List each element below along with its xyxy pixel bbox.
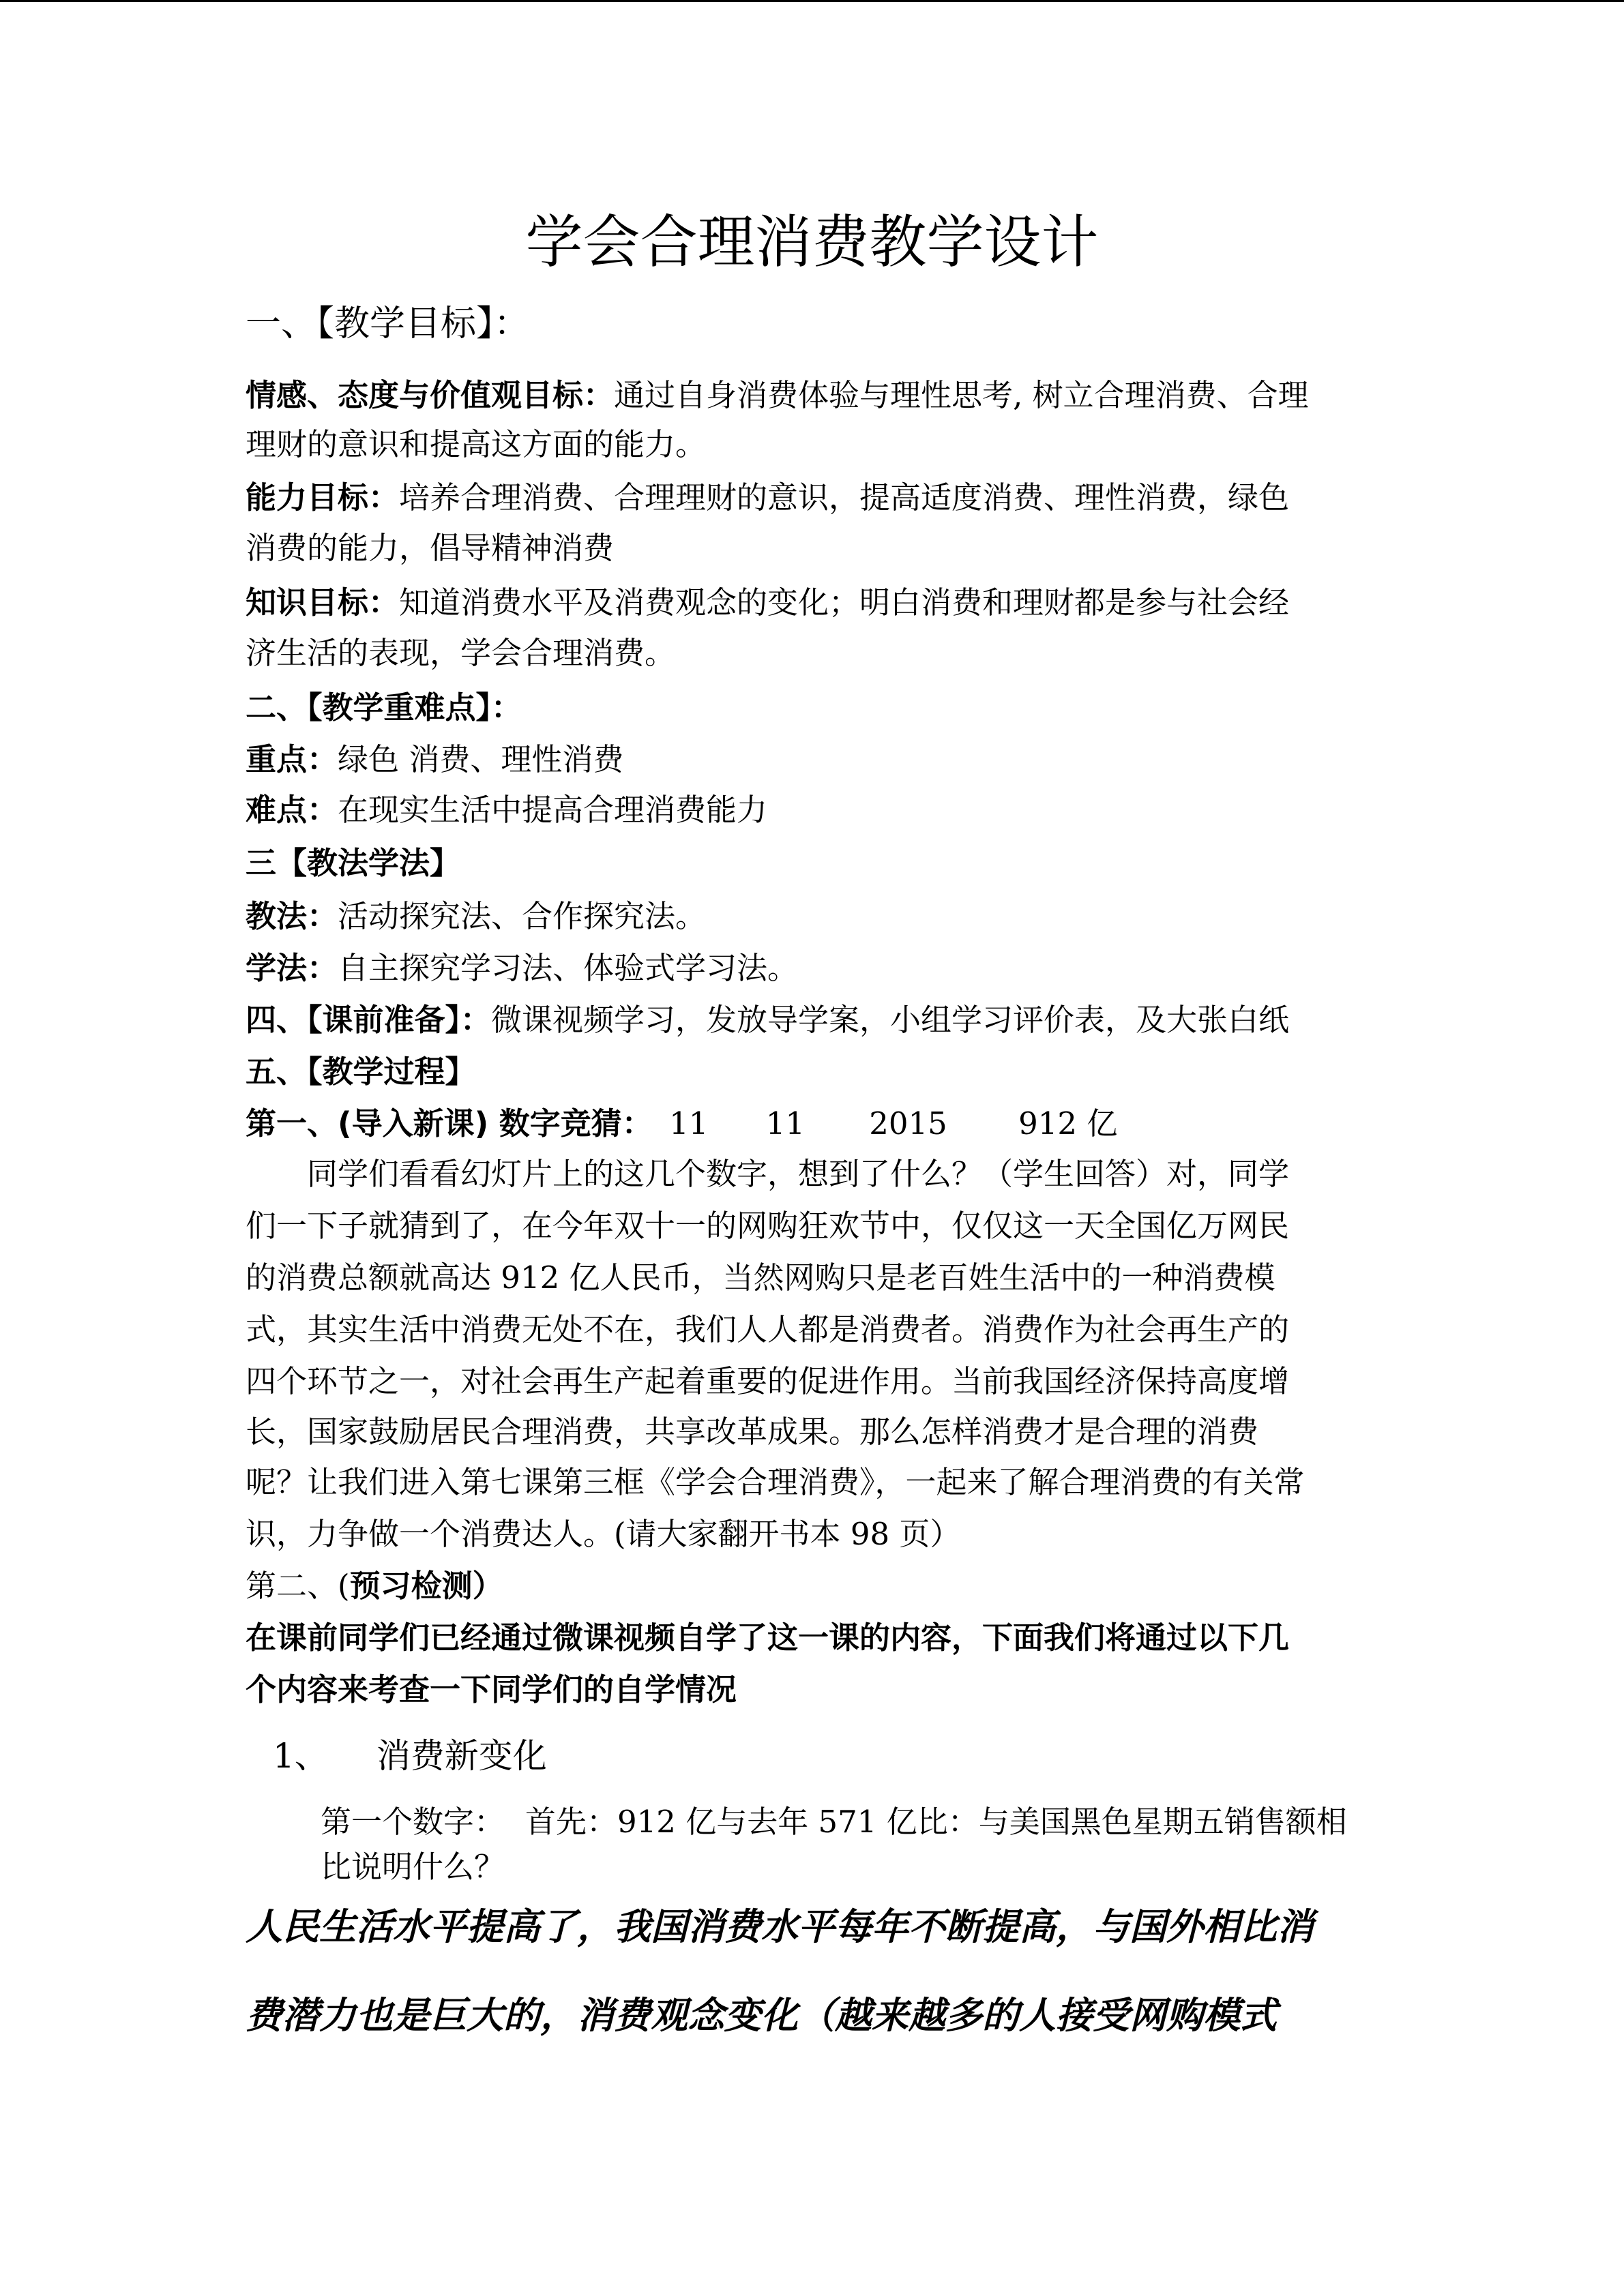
difficulty-text: 在现实生活中提高合理消费能力	[338, 792, 768, 828]
ability-goal-text-1: 培养合理消费、合理理财的意识，提高适度消费、理性消费，绿色	[399, 479, 1290, 516]
number-3: 2015	[869, 1105, 947, 1142]
item1-title: 消费新变化	[376, 1736, 547, 1776]
step1-para-line-1: 同学们看看幻灯片上的这几个数字，想到了什么？（学生回答）对，同学	[307, 1156, 1290, 1192]
learn-method-text: 自主探究学习法、体验式学习法。	[338, 950, 799, 986]
section2-heading: 二、【教学重难点】：	[246, 689, 522, 726]
learn-method-label: 学法：	[246, 950, 338, 986]
item1-question-line-2: 比说明什么？	[321, 1849, 505, 1885]
difficulty-label: 难点：	[246, 792, 338, 828]
emotion-goal-line-2: 理财的意识和提高这方面的能力。	[246, 426, 707, 462]
top-border	[0, 0, 1624, 2]
step2-bold-line-2: 个内容来考查一下同学们的自学情况	[246, 1671, 737, 1708]
step2-label-bold: 预习检测）	[349, 1568, 503, 1604]
number-1: 11	[669, 1105, 709, 1142]
item1-question-line-1	[321, 1800, 1453, 1844]
section3-heading: 三【教法学法】	[246, 845, 461, 881]
section4-text: 微课视频学习，发放导学案，小组学习评价表，及大张白纸	[491, 1002, 1290, 1038]
answer-line-2: 费潜力也是巨大的，消费观念变化（越来越多的人接受网购模式	[246, 1994, 1277, 2037]
emotion-goal-line-1	[246, 374, 1378, 417]
ability-goal-label: 能力目标：	[246, 479, 400, 516]
item1-number: 1、	[273, 1736, 329, 1776]
section4-line	[246, 998, 1378, 1042]
difficulty-line	[246, 788, 1378, 832]
page-title: 学会合理消费教学设计	[525, 209, 1099, 275]
ability-goal-line-1	[246, 476, 1378, 520]
item1-question-label: 第一个数字：	[321, 1804, 505, 1840]
emotion-goal-label: 情感、态度与价值观目标：	[246, 377, 615, 413]
item1-heading	[273, 1732, 1405, 1780]
number-2: 11	[765, 1105, 805, 1142]
step1-para-line-8: 识，力争做一个消费达人。(请大家翻开书本 98 页）	[246, 1516, 961, 1552]
key-point-line	[246, 738, 1378, 781]
knowledge-goal-label: 知识目标：	[246, 584, 400, 621]
ability-goal-line-2: 消费的能力，倡导精神消费	[246, 530, 615, 566]
key-point-label: 重点：	[246, 741, 338, 777]
learn-method-line	[246, 946, 1378, 990]
teach-method-line	[246, 895, 1378, 938]
knowledge-goal-text-1: 知道消费水平及消费观念的变化；明白消费和理财都是参与社会经	[399, 584, 1290, 621]
step1-line	[246, 1102, 1378, 1146]
number-4: 912 亿	[1018, 1105, 1118, 1142]
section4-heading: 四、【课前准备】：	[246, 1002, 492, 1038]
step1-para-line-4: 式，其实生活中消费无处不在，我们人人都是消费者。消费作为社会再生产的	[246, 1311, 1290, 1347]
section1-heading: 一、【教学目标】：	[246, 303, 530, 344]
emotion-goal-text-1: 通过自身消费体验与理性思考, 树立合理消费、合理	[614, 377, 1309, 413]
section5-heading: 五、【教学过程】	[246, 1054, 476, 1090]
key-point-text: 绿色 消费、理性消费	[338, 741, 624, 777]
teach-method-label: 教法：	[246, 898, 338, 934]
knowledge-goal-line-2: 济生活的表现，学会合理消费。	[246, 635, 676, 671]
step1-label: 第一、(导入新课) 数字竞猜：	[246, 1105, 653, 1142]
step1-para-line-3: 的消费总额就高达 912 亿人民币，当然网购只是老百姓生活中的一种消费模	[246, 1259, 1275, 1296]
step1-para-line-6: 长，国家鼓励居民合理消费，共享改革成果。那么怎样消费才是合理的消费	[246, 1414, 1259, 1450]
step1-para-line-7: 呢？让我们进入第七课第三框《学会合理消费》，一起来了解合理消费的有关常	[246, 1464, 1305, 1500]
step1-para-line-5: 四个环节之一，对社会再生产起着重要的促进作用。当前我国经济保持高度增	[246, 1363, 1290, 1399]
step2-bold-line-1: 在课前同学们已经通过微课视频自学了这一课的内容，下面我们将通过以下几	[246, 1620, 1290, 1656]
step1-para-line-2: 们一下子就猜到了，在今年双十一的网购狂欢节中，仅仅这一天全国亿万网民	[246, 1208, 1290, 1244]
teach-method-text: 活动探究法、合作探究法。	[338, 898, 707, 934]
answer-line-1: 人民生活水平提高了，我国消费水平每年不断提高，与国外相比消	[246, 1905, 1314, 1948]
step2-label	[246, 1564, 1378, 1608]
knowledge-goal-line-1	[246, 581, 1378, 625]
step2-label-plain: 第二、(	[246, 1568, 350, 1604]
item1-question-text-1: 首先：912 亿与去年 571 亿比：与美国黑色星期五销售额相	[525, 1804, 1347, 1840]
